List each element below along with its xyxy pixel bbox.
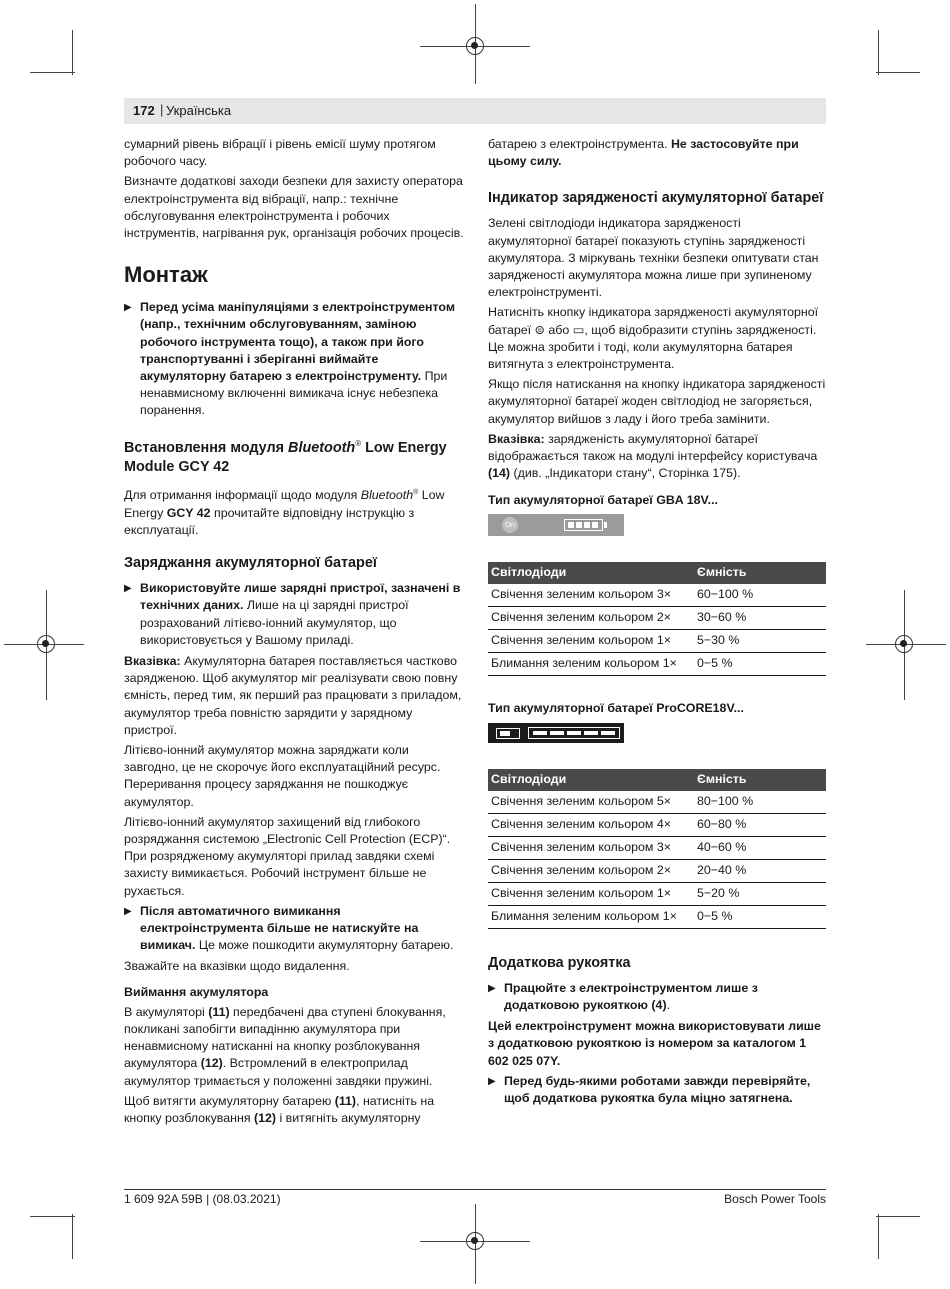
section-heading-charge-indicator: Індикатор зарядженості акумуляторної батареї — [488, 190, 824, 207]
note: Вказівка: Акумуляторна батарея поставляється частково зарядженою. Щоб акумулятор міг реалізувати свою повну ємність, перед тим, як перший раз працювати з приладом, акумулятор треба повністю зарядити у зарядному пристрої. — [124, 653, 462, 737]
gba-charge-indicator-graphic — [488, 514, 624, 536]
table-row: Блимання зеленим кольором 1× 0−5 % — [488, 652, 826, 675]
safety-warning: ▶ Перед усіма маніпуляціями з електроінструментом (напр., технічним обслуговуванням, заміною робочого інструмента тощо), а також при його транспортуванні і зберіганні виймайте акумуляторну батарею з електроінструменту. При ненавмисному включенні вимикача існує небезпека поранення. — [124, 299, 464, 419]
header-language: Українська — [166, 103, 232, 118]
page-number: 172 — [133, 103, 155, 118]
table-row: Свічення зеленим кольором 2× 20−40 % — [488, 859, 826, 882]
on-button-icon: On — [502, 517, 518, 533]
safety-warning: ▶ Перед будь-якими роботами завжди перевіряйте, щоб додаткова рукоятка була міцно затягнена. — [488, 1073, 826, 1107]
table-header-leds: Світлодіоди — [488, 562, 694, 584]
section-heading-charging: Заряджання акумуляторної батареї — [124, 555, 377, 572]
footer-rule — [124, 1189, 826, 1190]
paragraph: Зважайте на вказівки щодо видалення. — [124, 959, 350, 974]
battery-level-icon — [528, 727, 620, 739]
section-heading-bluetooth-module: Встановлення модуля Bluetooth® Low Energy Module GCY 42 — [124, 438, 447, 476]
paragraph: Літієво-іонний акумулятор захищений від глибокого розряджання системою „Electronic Cell Protection (ECP)“. При розрядженому акумуляторі прилад завдяки схемі захисту вимикається. Робочий інструмент більше не рухається. — [124, 814, 451, 898]
battery-level-icon — [564, 519, 603, 531]
crop-mark — [878, 1214, 879, 1259]
safety-warning: ▶ Працюйте з електроінструментом лише з додатковою рукояткою (4). — [488, 980, 826, 1014]
crop-mark — [876, 72, 920, 73]
battery-type-gba-title: Тип акумуляторної батареї GBA 18V... — [488, 493, 718, 508]
paragraph: В акумуляторі (11) передбачені два ступені блокування, покликані запобігти випадінню акумулятора при ненавмисному натисканні на кнопку розблокування акумулятора (12). Встромлений в електроприлад акумулятор тримається у положенні завдяки пружині. — [124, 1004, 446, 1088]
paragraph: Для отримання інформації щодо модуля Bluetooth® Low Energy GCY 42 прочитайте відповідну інструкцію з експлуатації. — [124, 488, 445, 537]
section-heading-auxiliary-handle: Додаткова рукоятка — [488, 954, 631, 971]
gba-capacity-table — [488, 562, 826, 676]
registration-mark-icon — [466, 37, 484, 55]
table-row: Свічення зеленим кольором 3× 40−60 % — [488, 836, 826, 859]
table-row: Свічення зеленим кольором 1× 5−30 % — [488, 629, 826, 652]
note: Вказівка: зарядженість акумуляторної батареї відображається також на модулі інтерфейсу користувача (14) (див. „Індикатори стану“, Сторінка 175). — [488, 431, 818, 481]
paragraph: Щоб витягти акумуляторну батарею (11), натисніть на кнопку розблокування (12) і витягніть акумуляторну — [124, 1093, 435, 1126]
crop-mark — [878, 30, 879, 75]
table-row: Свічення зеленим кольором 5× 80−100 % — [488, 791, 826, 814]
indicator-button-icon: ⊜ — [534, 322, 545, 337]
battery-type-procore-title: Тип акумуляторної батареї ProCORE18V... — [488, 700, 744, 715]
section-heading-montazh: Монтаж — [124, 262, 208, 288]
paragraph: Зелені світлодіоди індикатора зарядженості акумуляторної батареї показують ступінь зарядженості акумулятора. З міркувань техніки безпеки опитувати стан зарядженості акумулятора можна лише при зупиненому електроінструменті. — [488, 216, 819, 300]
table-header-capacity: Ємність — [694, 562, 826, 584]
safety-warning: ▶ Після автоматичного вимикання електроінструмента більше не натискуйте на вимикач. Це може пошкодити акумуляторну батарею. — [124, 903, 464, 955]
crop-mark — [30, 72, 75, 73]
procore-capacity-table — [488, 769, 826, 929]
registration-mark-icon — [37, 635, 55, 653]
table-header-leds: Світлодіоди — [488, 769, 694, 791]
battery-button-icon — [496, 728, 520, 739]
crop-mark — [30, 1216, 75, 1217]
table-header-capacity: Ємність — [694, 769, 826, 791]
right-column — [488, 136, 826, 1111]
paragraph: Цей електроінструмент можна використовувати лише з додатковою рукояткою із номером за каталогом 1 602 025 07Y. — [488, 1019, 821, 1068]
paragraph: Натисніть кнопку індикатора зарядженості акумуляторної батареї ⊜ або ▭, щоб відобразити ступінь зарядженості. Це можна зробити і тоді, коли акумуляторна батарея витягнута з електроінструмента. — [488, 305, 819, 372]
page-header — [124, 98, 826, 124]
crop-mark — [72, 1214, 73, 1259]
table-row: Свічення зеленим кольором 4× 60−80 % — [488, 813, 826, 836]
crop-mark — [876, 1216, 920, 1217]
paragraph: сумарний рівень вібрації і рівень емісії шуму протягом робочого часу. — [124, 137, 436, 169]
left-column — [124, 136, 464, 1130]
safety-warning: ▶ Використовуйте лише зарядні пристрої, зазначені в технічних даних. Лише на ці зарядні пристрої розрахований літієво-іонний акумулятор, що використовується у Вашому приладі. — [124, 580, 464, 649]
footer-doc-number: 1 609 92A 59B | (08.03.2021) — [124, 1192, 281, 1206]
subheading-remove-battery: Виймання акумулятора — [124, 984, 269, 999]
footer-brand: Bosch Power Tools — [724, 1192, 826, 1206]
registration-mark-icon — [895, 635, 913, 653]
paragraph: Літієво-іонний акумулятор можна заряджати коли завгодно, це не скорочує його експлуатаційний ресурс. Переривання процесу заряджання не пошкоджує акумулятор. — [124, 743, 441, 809]
paragraph: Визначте додаткові заходи безпеки для захисту оператора електроінструмента від вібрації, напр.: технічне обслуговування електроінструмента і робочих інструментів, нагрівання рук, організація робочих процесів. — [124, 174, 464, 241]
battery-button-icon: ▭ — [572, 322, 585, 337]
paragraph: Якщо після натискання на кнопку індикатора зарядженості акумуляторної батареї жоден світлодіод не загоряється, акумулятор вийшов з ладу і його треба замінити. — [488, 377, 826, 426]
table-row: Свічення зеленим кольором 3× 60−100 % — [488, 584, 826, 607]
paragraph: батарею з електроінструмента. Не застосовуйте при цьому силу. — [488, 137, 799, 169]
table-row: Блимання зеленим кольором 1× 0−5 % — [488, 905, 826, 928]
header-separator: | — [160, 102, 164, 117]
crop-mark — [72, 30, 73, 75]
registration-mark-icon — [466, 1232, 484, 1250]
procore-charge-indicator-graphic — [488, 723, 624, 743]
table-row: Свічення зеленим кольором 1× 5−20 % — [488, 882, 826, 905]
table-row: Свічення зеленим кольором 2× 30−60 % — [488, 606, 826, 629]
